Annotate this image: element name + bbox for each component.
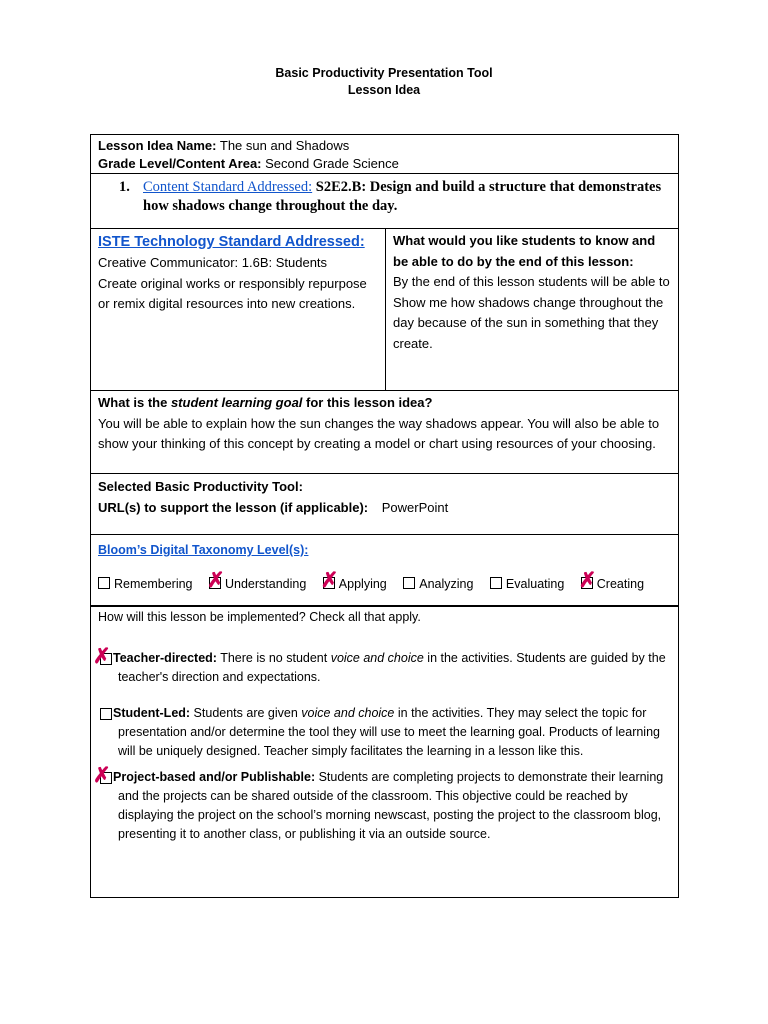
url-label: URL(s) to support the lesson (if applicable): bbox=[98, 499, 369, 515]
x-check-icon: ✗ bbox=[93, 645, 111, 668]
iste-standard-link[interactable]: ISTE Technology Standard Addressed: bbox=[98, 234, 365, 250]
x-check-icon: ✗ bbox=[207, 569, 225, 592]
implementation-row bbox=[91, 607, 678, 897]
bloom-row bbox=[91, 535, 678, 607]
bloom-checkbox-list bbox=[98, 569, 671, 594]
standards-row bbox=[91, 229, 678, 391]
checkbox-checked[interactable] bbox=[93, 645, 112, 668]
page-title bbox=[0, 65, 768, 99]
bloom-remembering[interactable]: Remembering bbox=[98, 574, 193, 594]
teacher-directed-option[interactable]: ✗ Teacher-directed: There is no student voice and choice in the activities. Students are guided by the teacher's direction and expectations. bbox=[93, 645, 666, 684]
content-standard-row bbox=[91, 174, 678, 229]
checkbox[interactable] bbox=[98, 577, 110, 589]
checkbox[interactable] bbox=[100, 708, 112, 720]
know-cell bbox=[386, 229, 678, 390]
bloom-applying[interactable]: ✗ Applying bbox=[320, 569, 387, 592]
tool-label: Selected Basic Productivity Tool: bbox=[98, 479, 303, 494]
checkbox[interactable] bbox=[403, 577, 415, 589]
x-check-icon: ✗ bbox=[93, 764, 111, 787]
bloom-evaluating[interactable]: Evaluating bbox=[490, 574, 564, 594]
title-line-1: Basic Productivity Presentation Tool bbox=[275, 66, 493, 80]
checkbox[interactable] bbox=[490, 577, 502, 589]
grade-value: Second Grade Science bbox=[261, 156, 399, 171]
x-check-icon: ✗ bbox=[578, 569, 597, 592]
iste-body: Create original works or responsibly repurpose or remix digital resources into new creations. bbox=[98, 275, 367, 311]
lesson-name-label: Lesson Idea Name: bbox=[98, 138, 217, 153]
student-led-option[interactable]: Student-Led: Students are given voice and choice in the activities. They may select the topic for presentation and/or determine the tool they will use to meet the learning goal. Products of learning will be uniquely designed. Teacher simply facilitates the learning in a lesson like this. bbox=[98, 704, 671, 761]
bloom-understanding[interactable]: ✗ Understanding bbox=[207, 569, 307, 592]
checkbox-checked[interactable] bbox=[578, 569, 597, 592]
bloom-creating[interactable]: ✗ Creating bbox=[578, 569, 645, 592]
learning-goal-row bbox=[91, 391, 678, 474]
tool-row bbox=[91, 474, 678, 535]
iste-cell bbox=[91, 229, 386, 390]
lesson-info-row bbox=[91, 135, 678, 174]
checkbox-checked[interactable] bbox=[207, 569, 225, 592]
list-number: 1. bbox=[119, 179, 130, 195]
x-check-icon: ✗ bbox=[320, 569, 339, 592]
lesson-table bbox=[90, 134, 679, 898]
know-question: What would you like students to know and be able to do by the end of this lesson: bbox=[393, 233, 656, 269]
bloom-analyzing[interactable]: Analyzing bbox=[403, 574, 473, 594]
lesson-name-value: The sun and Shadows bbox=[216, 138, 350, 153]
content-standard-text: S2E2.B: Design and build a structure that demonstrates how shadows change throughout the day. bbox=[143, 179, 662, 214]
implementation-question: How will this lesson be implemented? Check all that apply. bbox=[98, 610, 421, 624]
checkbox-checked[interactable] bbox=[320, 569, 339, 592]
iste-line-1: Creative Communicator: 1.6B: Students bbox=[98, 255, 328, 270]
goal-question: What is the student learning goal for this lesson idea? bbox=[98, 395, 433, 410]
grade-label: Grade Level/Content Area: bbox=[98, 156, 262, 171]
title-line-2: Lesson Idea bbox=[347, 83, 421, 97]
checkbox-checked[interactable] bbox=[93, 764, 112, 787]
goal-answer: You will be able to explain how the sun changes the way shadows appear. You will also be able to show your thinking of this concept by creating a model or chart using resources of your choosing. bbox=[98, 415, 660, 451]
url-value: PowerPoint bbox=[381, 499, 449, 515]
bloom-taxonomy-link[interactable]: Bloom’s Digital Taxonomy Level(s): bbox=[98, 543, 309, 557]
project-based-option[interactable]: ✗ Project-based and/or Publishable: Students are completing projects to demonstrate their learning and the projects can be shared outside of the classroom. This objective could be reached by displaying the project on the school’s morning newscast, posting the project to the classroom blog, presenting it to another class, or publishing it via an outside source. bbox=[93, 764, 664, 841]
content-standard-link[interactable]: Content Standard Addressed: bbox=[143, 179, 313, 195]
know-answer: By the end of this lesson students will be able to Show me how shadows change throughout the day because of the sun in something that they create. bbox=[393, 274, 670, 351]
